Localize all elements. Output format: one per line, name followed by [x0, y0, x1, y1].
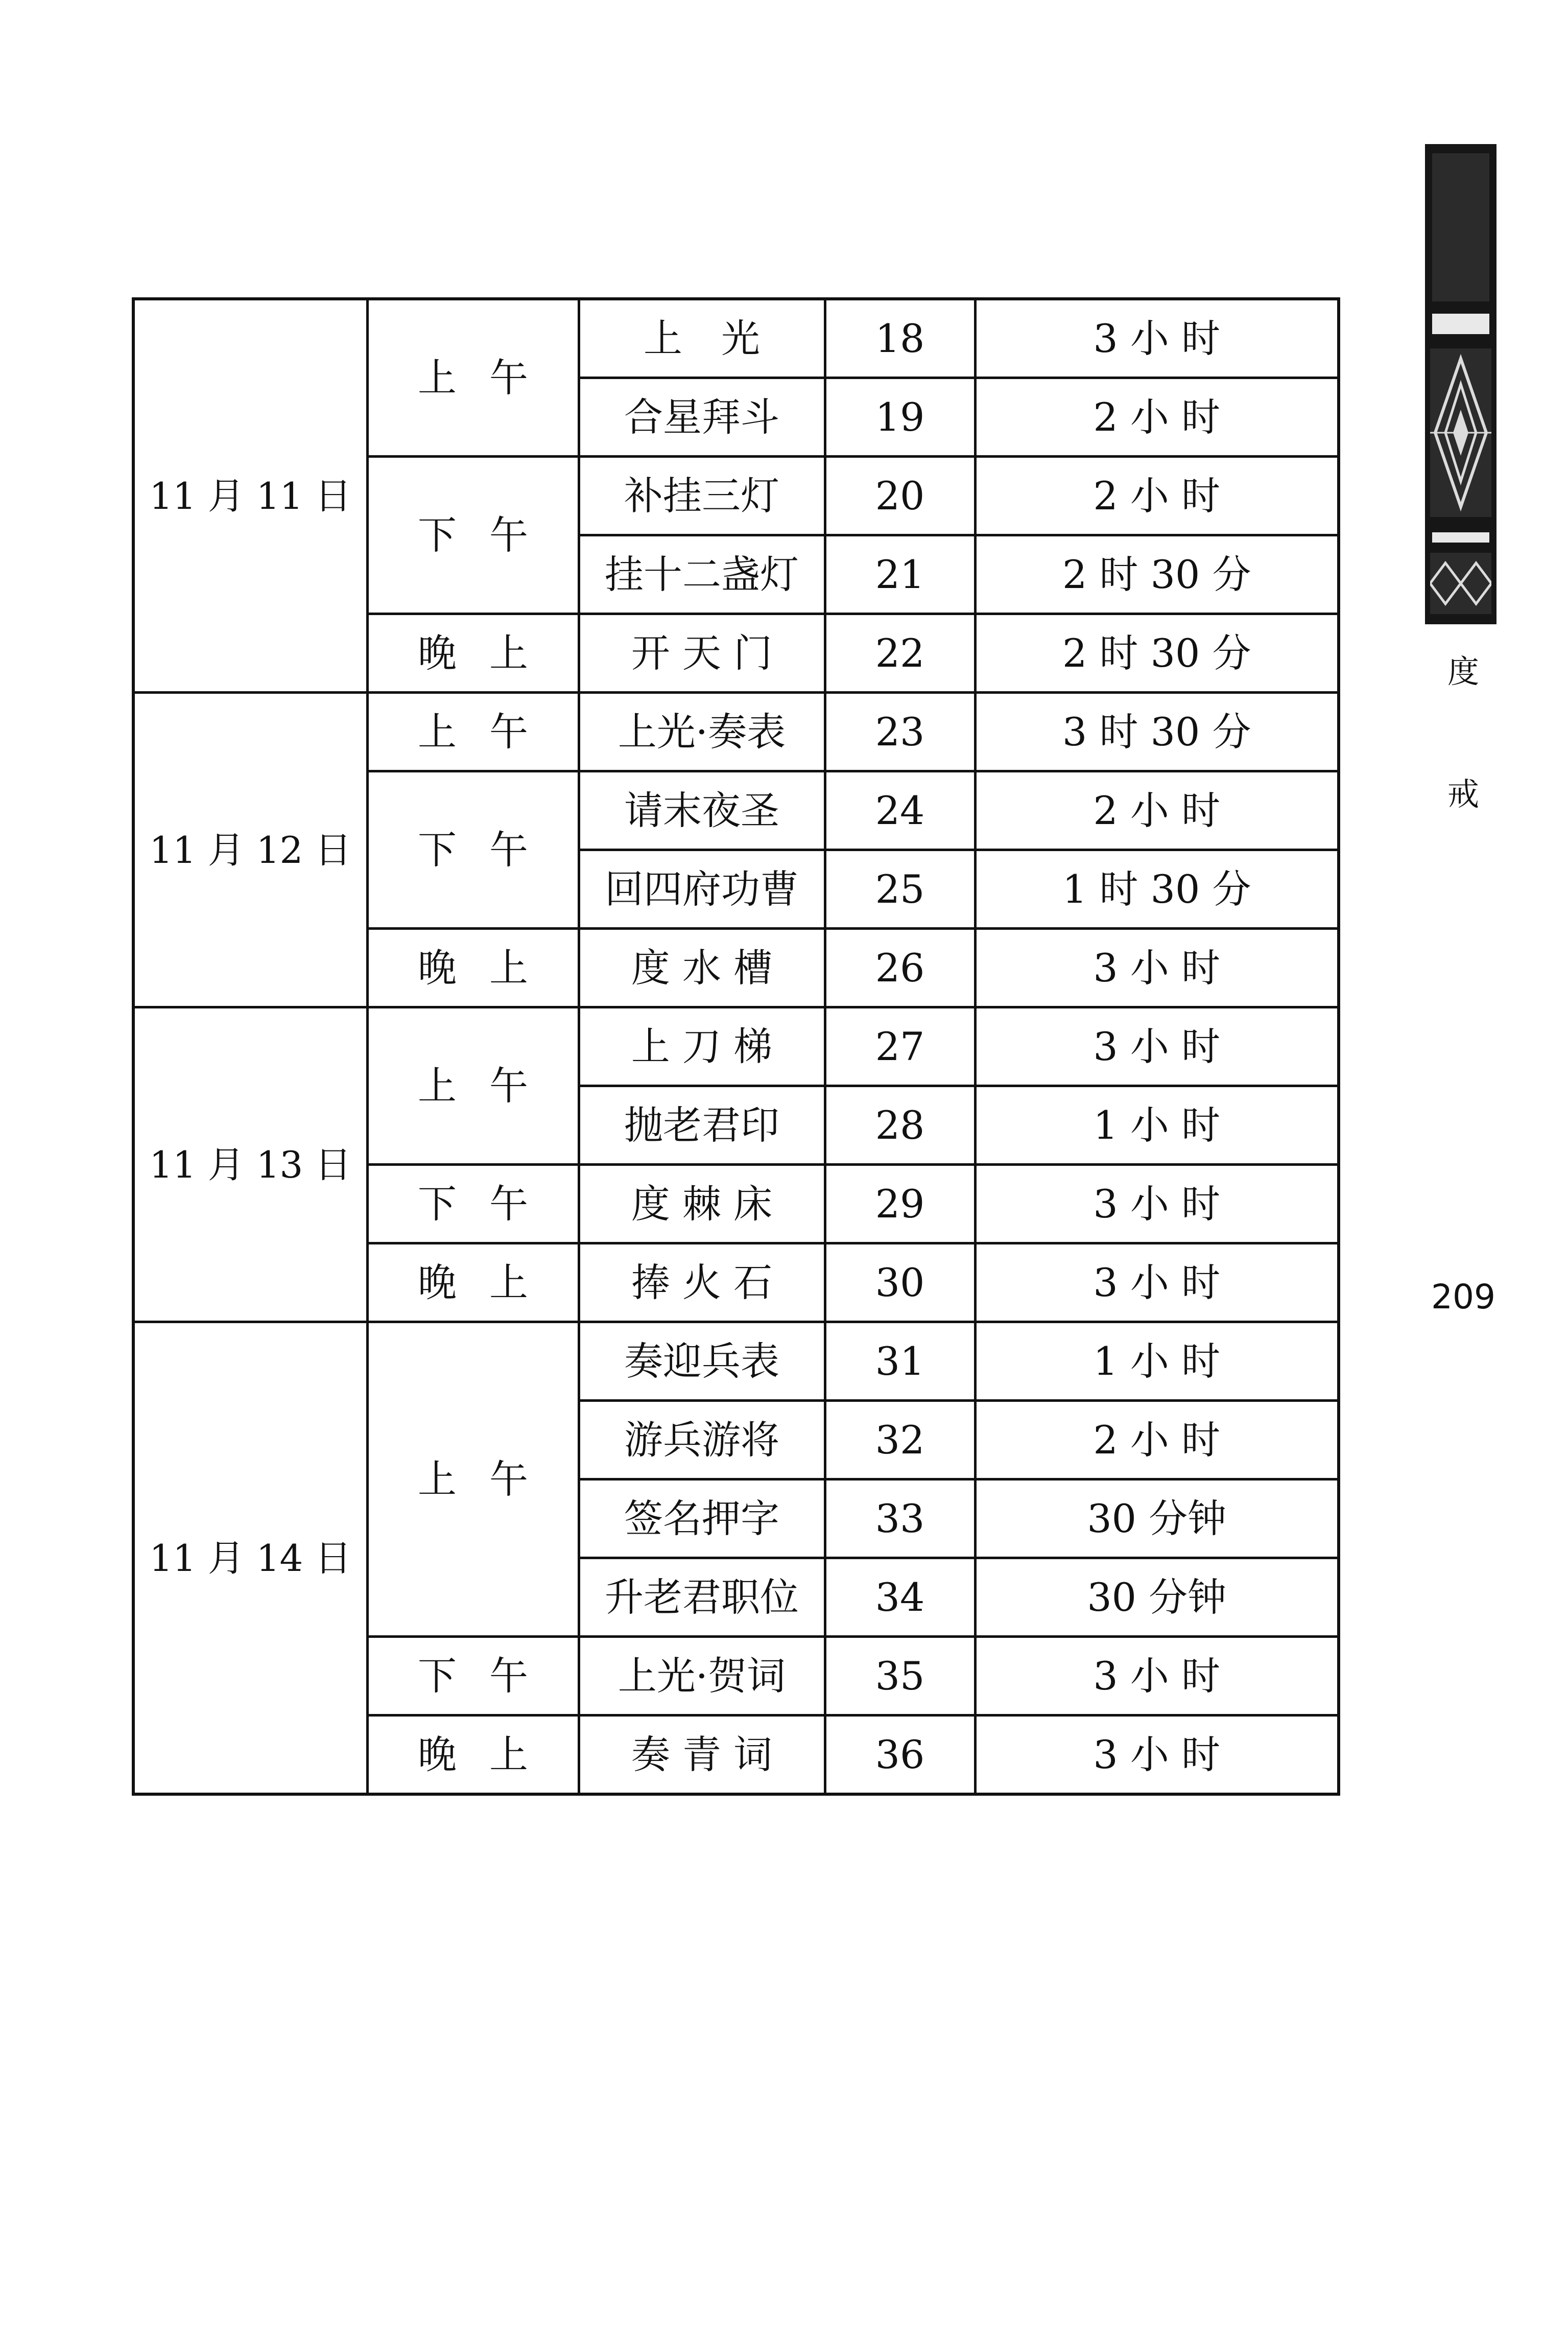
ritual-cell: 回四府功曹	[579, 850, 825, 929]
duration-cell: 1 小 时	[975, 1322, 1339, 1401]
date-cell: 11 月 12 日	[133, 693, 367, 1007]
ritual-cell: 请末夜圣	[579, 771, 825, 850]
ritual-cell: 上 光	[579, 299, 825, 378]
period-cell: 下午	[367, 457, 579, 614]
number-cell: 25	[825, 850, 975, 929]
duration-cell: 3 小 时	[975, 1243, 1339, 1322]
number-cell: 20	[825, 457, 975, 535]
number-cell: 31	[825, 1322, 975, 1401]
ritual-cell: 开 天 门	[579, 614, 825, 693]
period-cell: 晚上	[367, 1243, 579, 1322]
section-title-char-1: 度	[1447, 653, 1479, 690]
ritual-cell: 上 刀 梯	[579, 1007, 825, 1086]
number-cell: 23	[825, 693, 975, 771]
period-cell: 上午	[367, 693, 579, 771]
duration-cell: 2 时 30 分	[975, 535, 1339, 614]
page-number: 209	[1431, 1277, 1495, 1317]
ritual-cell: 上光·贺词	[579, 1637, 825, 1716]
duration-cell: 2 小 时	[975, 457, 1339, 535]
number-cell: 28	[825, 1086, 975, 1165]
number-cell: 34	[825, 1558, 975, 1637]
duration-cell: 3 小 时	[975, 1165, 1339, 1243]
table-row	[133, 1007, 1339, 1086]
number-cell: 35	[825, 1637, 975, 1716]
ritual-cell: 游兵游将	[579, 1401, 825, 1479]
duration-cell: 3 小 时	[975, 299, 1339, 378]
duration-cell: 2 小 时	[975, 378, 1339, 457]
date-cell: 11 月 13 日	[133, 1007, 367, 1322]
table-row	[133, 693, 1339, 771]
number-cell: 29	[825, 1165, 975, 1243]
ritual-cell: 度 水 槽	[579, 929, 825, 1007]
period-cell: 上午	[367, 299, 579, 457]
number-cell: 26	[825, 929, 975, 1007]
ritual-cell: 挂十二盏灯	[579, 535, 825, 614]
ritual-cell: 奏 青 词	[579, 1716, 825, 1795]
table-row	[133, 1322, 1339, 1401]
ritual-cell: 补挂三灯	[579, 457, 825, 535]
ritual-cell: 奏迎兵表	[579, 1322, 825, 1401]
number-cell: 18	[825, 299, 975, 378]
ritual-cell: 捧 火 石	[579, 1243, 825, 1322]
ritual-schedule-table	[132, 297, 1340, 1796]
duration-cell: 30 分钟	[975, 1479, 1339, 1558]
period-cell: 晚上	[367, 614, 579, 693]
date-cell: 11 月 14 日	[133, 1322, 367, 1795]
period-cell: 下午	[367, 771, 579, 929]
ritual-cell: 度 棘 床	[579, 1165, 825, 1243]
number-cell: 36	[825, 1716, 975, 1795]
number-cell: 21	[825, 535, 975, 614]
duration-cell: 30 分钟	[975, 1558, 1339, 1637]
period-cell: 下午	[367, 1637, 579, 1716]
duration-cell: 3 时 30 分	[975, 693, 1339, 771]
period-cell: 晚上	[367, 1716, 579, 1795]
number-cell: 33	[825, 1479, 975, 1558]
period-cell: 上午	[367, 1007, 579, 1165]
section-title-char-2: 戒	[1447, 776, 1479, 813]
ritual-cell: 签名押字	[579, 1479, 825, 1558]
book-series-emblem	[1425, 144, 1496, 624]
duration-cell: 3 小 时	[975, 1716, 1339, 1795]
duration-cell: 3 小 时	[975, 929, 1339, 1007]
period-cell: 下午	[367, 1165, 579, 1243]
schedule-body	[133, 299, 1339, 1794]
duration-cell: 3 小 时	[975, 1637, 1339, 1716]
duration-cell: 3 小 时	[975, 1007, 1339, 1086]
duration-cell: 1 时 30 分	[975, 850, 1339, 929]
duration-cell: 2 时 30 分	[975, 614, 1339, 693]
number-cell: 19	[825, 378, 975, 457]
number-cell: 24	[825, 771, 975, 850]
duration-cell: 2 小 时	[975, 1401, 1339, 1479]
duration-cell: 1 小 时	[975, 1086, 1339, 1165]
ritual-cell: 升老君职位	[579, 1558, 825, 1637]
ritual-cell: 上光·奏表	[579, 693, 825, 771]
number-cell: 32	[825, 1401, 975, 1479]
number-cell: 30	[825, 1243, 975, 1322]
date-cell: 11 月 11 日	[133, 299, 367, 693]
table-row	[133, 299, 1339, 378]
number-cell: 27	[825, 1007, 975, 1086]
number-cell: 22	[825, 614, 975, 693]
ritual-cell: 抛老君印	[579, 1086, 825, 1165]
period-cell: 上午	[367, 1322, 579, 1637]
ritual-cell: 合星拜斗	[579, 378, 825, 457]
period-cell: 晚上	[367, 929, 579, 1007]
duration-cell: 2 小 时	[975, 771, 1339, 850]
